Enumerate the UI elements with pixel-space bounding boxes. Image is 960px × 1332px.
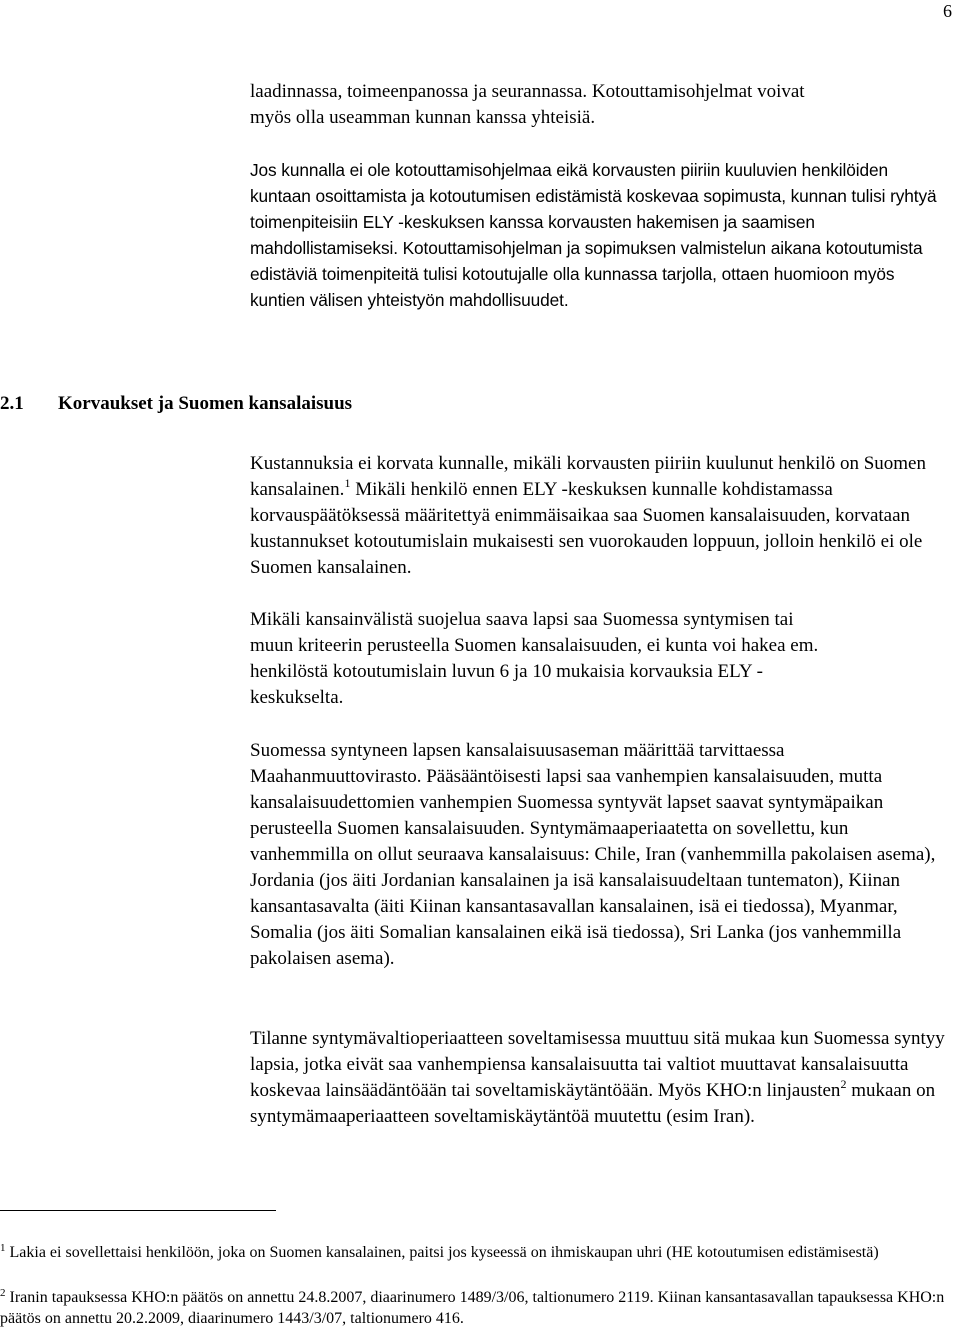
paragraph-korvaukset-part-2: Mikäli henkilö ennen ELY -keskuksen kunnalle kohdistamassa korvauspäätöksessä määritettyä enimmäisaikaa saa Suomen kansalaisuuden, korvataan kustannukset kotoutumislain mukaisesti sen vuorokauden loppuun, jolloin henkilö ei ole Suomen kansalainen. <box>250 479 923 578</box>
section-number: 2.1 <box>0 393 24 414</box>
section-title: Korvaukset ja Suomen kansalaisuus <box>58 393 353 414</box>
paragraph-kotouttamisohjelma-part-1: Jos kunnalla ei ole kotouttamisohjelmaa eikä korvausten piiriin kuuluvien henkilöiden kuntaan osoittamista ja kotoutumisen edistämistä koskevaa sopimusta, kunnan tulisi ryhtyä toimenpiteisiin ELY -keskuksen kanssa korvausten hakemisen ja saamisen mahdollistamiseksi. <box>250 160 937 258</box>
footnote-1 <box>0 1242 955 1263</box>
footnote-1-marker: 1 <box>0 1242 6 1254</box>
intro-line-2: myös olla useamman kunnan kanssa yhteisiä. <box>250 107 596 128</box>
paragraph-suojelu <box>250 607 950 711</box>
footnote-separator <box>0 1210 276 1211</box>
page-number: 6 <box>943 1 952 21</box>
suojelu-line-4: keskukselta. <box>250 687 344 708</box>
footnote-2-marker: 2 <box>0 1287 6 1299</box>
suojelu-line-1: Mikäli kansainvälistä suojelua saava lapsi saa Suomessa syntymisen tai <box>250 609 794 630</box>
paragraph-syntymavaltio-part-1: Tilanne syntymävaltioperiaatteen soveltamisessa muuttuu sitä mukaa kun Suomessa syntyy lapsia, jotka eivät saa vanhempiensa kansalaisuutta tai valtiot muuttavat kansalaisuutta koskevaa lainsäädäntöään tai soveltamiskäytäntöään. Myös KHO:n linjausten <box>250 1028 945 1101</box>
footnote-2-text: Iranin tapauksessa KHO:n päätös on annettu 24.8.2007, diaarinumero 1489/3/06, taltionumero 2119. Kiinan kansantasavallan tapauksessa KHO:n päätös on annettu 20.2.2009, diaarinumero 1443/3/07, taltionumero 416. <box>0 1289 945 1327</box>
paragraph-syntymavaltio-part-2: mukaan on syntymämaaperiaatteen soveltamiskäytäntöä muutettu (esim Iran). <box>250 1080 936 1127</box>
suojelu-line-3: henkilöstä kotoutumislain luvun 6 ja 10 mukaisia korvauksia ELY - <box>250 661 763 682</box>
paragraph-kotouttamisohjelma-part-2: Kotouttamisohjelman ja sopimuksen valmistelun aikana kotoutumista edistäviä toimenpiteitä tulisi kotoutujalle olla kunnassa tarjolla, ottaen huomioon myös kuntien välisen yhteistyön mahdollisuudet. <box>250 238 923 310</box>
paragraph-syntymamaa <box>250 738 950 972</box>
footnote-1-text: Lakia ei sovellettaisi henkilöön, joka on Suomen kansalainen, paitsi jos kyseessä on ihmiskaupan uhri (HE kotoutumisen edistämisestä) <box>5 1244 879 1261</box>
suojelu-line-2: muun kriteerin perusteella Suomen kansalaisuuden, ei kunta voi hakea em. <box>250 635 819 656</box>
footnote-ref-1[interactable]: 1 <box>344 476 351 490</box>
paragraph-kotouttamisohjelma <box>250 157 950 313</box>
footnote-ref-2[interactable]: 2 <box>840 1077 847 1091</box>
paragraph-intro <box>250 79 950 131</box>
paragraph-syntymamaa-text: Suomessa syntyneen lapsen kansalaisuusaseman määrittää tarvittaessa Maahanmuuttovirasto. Pääsääntöisesti lapsi saa vanhempien kansalaisuuden, mutta kansalaisuudettomien vanhempien Suomessa syntyvät lapset saavat syntymäpaikan perusteella Suomen kansalaisuuden. Syntymämaaperiaatetta on sovellettu, kun vanhemmilla on ollut seuraava kansalaisuus: Chile, Iran (vanhemmilla pakolaisen asema), Jordania (jos äiti Jordanian kansalainen ja isä kansalaisuudeltaan tuntematon), Kiinan kansantasavalta (äiti Kiinan kansantasavallan kansalainen, isä ei tiedossa), Myanmar, Somalia (jos äiti Somalian kansalainen eikä isä tiedossa), Sri Lanka (jos vanhemmilla pakolaisen asema). <box>250 740 936 969</box>
paragraph-korvaukset <box>250 451 950 581</box>
section-heading <box>0 391 352 417</box>
intro-line-1: laadinnassa, toimeenpanossa ja seurannassa. Kotouttamisohjelmat voivat <box>250 81 805 102</box>
paragraph-syntymavaltio <box>250 1026 950 1130</box>
footnote-2 <box>0 1287 955 1329</box>
paragraph-korvaukset-part-1: Kustannuksia ei korvata kunnalle, mikäli korvausten piiriin kuulunut henkilö on Suomen kansalainen. <box>250 453 926 500</box>
